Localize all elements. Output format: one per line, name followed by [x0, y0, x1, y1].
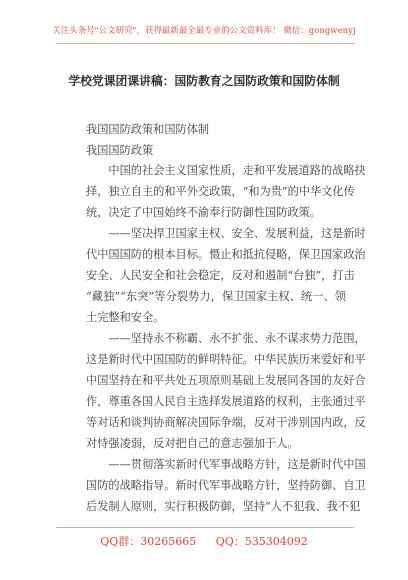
paragraph-policy-nature [86, 160, 366, 223]
paragraph-line: 统，决定了中国始终不渝奉行防御性国防政策。 [86, 206, 321, 219]
footer-divider [56, 527, 354, 528]
footer-contact [0, 533, 408, 549]
paragraph-no-hegemony [86, 328, 366, 454]
paragraph-military-strategy [86, 454, 366, 517]
paragraph-line: 中国的社会主义国家性质，走和平发展道路的战略抉 [86, 164, 366, 177]
paragraph-line: “藏独”“东突”等分裂势力，保卫国家主权、统一、领 [86, 290, 346, 303]
footer-qq-group: QQ群：30265665 [100, 535, 197, 548]
paragraph-line: 择，独立自主的和平外交政策，“和为贵”的中华文化传 [86, 185, 355, 198]
paragraph-fundamental-goal [86, 223, 366, 328]
paragraph-line: 对恃强凌弱，反对把自己的意志强加于人。 [86, 437, 299, 450]
section-heading: 我国国防政策和国防体制 [86, 123, 210, 136]
paragraph-line: ——坚决捍卫国家主权、安全、发展利益，这是新时 [86, 227, 366, 240]
paragraph-line: 等对话和谈判协商解决国际争端，反对干涉别国内政，反 [86, 416, 366, 429]
paragraph-line: 安全、人民安全和社会稳定，反对和遏制“台独”，打击 [86, 269, 355, 282]
paragraph-line: 后发制人原则，实行积极防御，坚持“人不犯我、我不犯 [86, 500, 361, 513]
paragraph-line: 土完整和安全。 [86, 311, 165, 324]
subsection-heading: 我国国防政策 [86, 144, 154, 157]
paragraph-line: 国防的战略指导。新时代军事战略方针，坚持防御、自卫 [86, 479, 366, 492]
paragraph-line: 代中国国防的根本目标。慑止和抵抗侵略，保卫国家政治 [86, 248, 366, 261]
paragraph-line: 作，尊重各国人民自主选择发展道路的权利，主张通过平 [86, 395, 366, 408]
paragraph-line: ——坚持永不称霸、永不扩张、永不谋求势力范围， [86, 332, 366, 345]
header-banner: 关注头条号"公文研究"，获得最新最全最专业的公文资料库！ 微信：gongwenyj [52, 25, 356, 35]
footer-qq-number: QQ：535304092 [215, 535, 308, 548]
paragraph-line: 中国坚持在和平共处五项原则基础上发展同各国的友好合 [86, 374, 366, 387]
header-divider [56, 43, 354, 44]
paragraph-line: ——贯彻落实新时代军事战略方针，这是新时代中国 [86, 458, 366, 471]
paragraph-line: 这是新时代中国国防的鲜明特征。中华民族历来爱好和平 [86, 353, 366, 366]
document-title: 学校党课团课讲稿：国防教育之国防政策和国防体制 [68, 74, 340, 88]
